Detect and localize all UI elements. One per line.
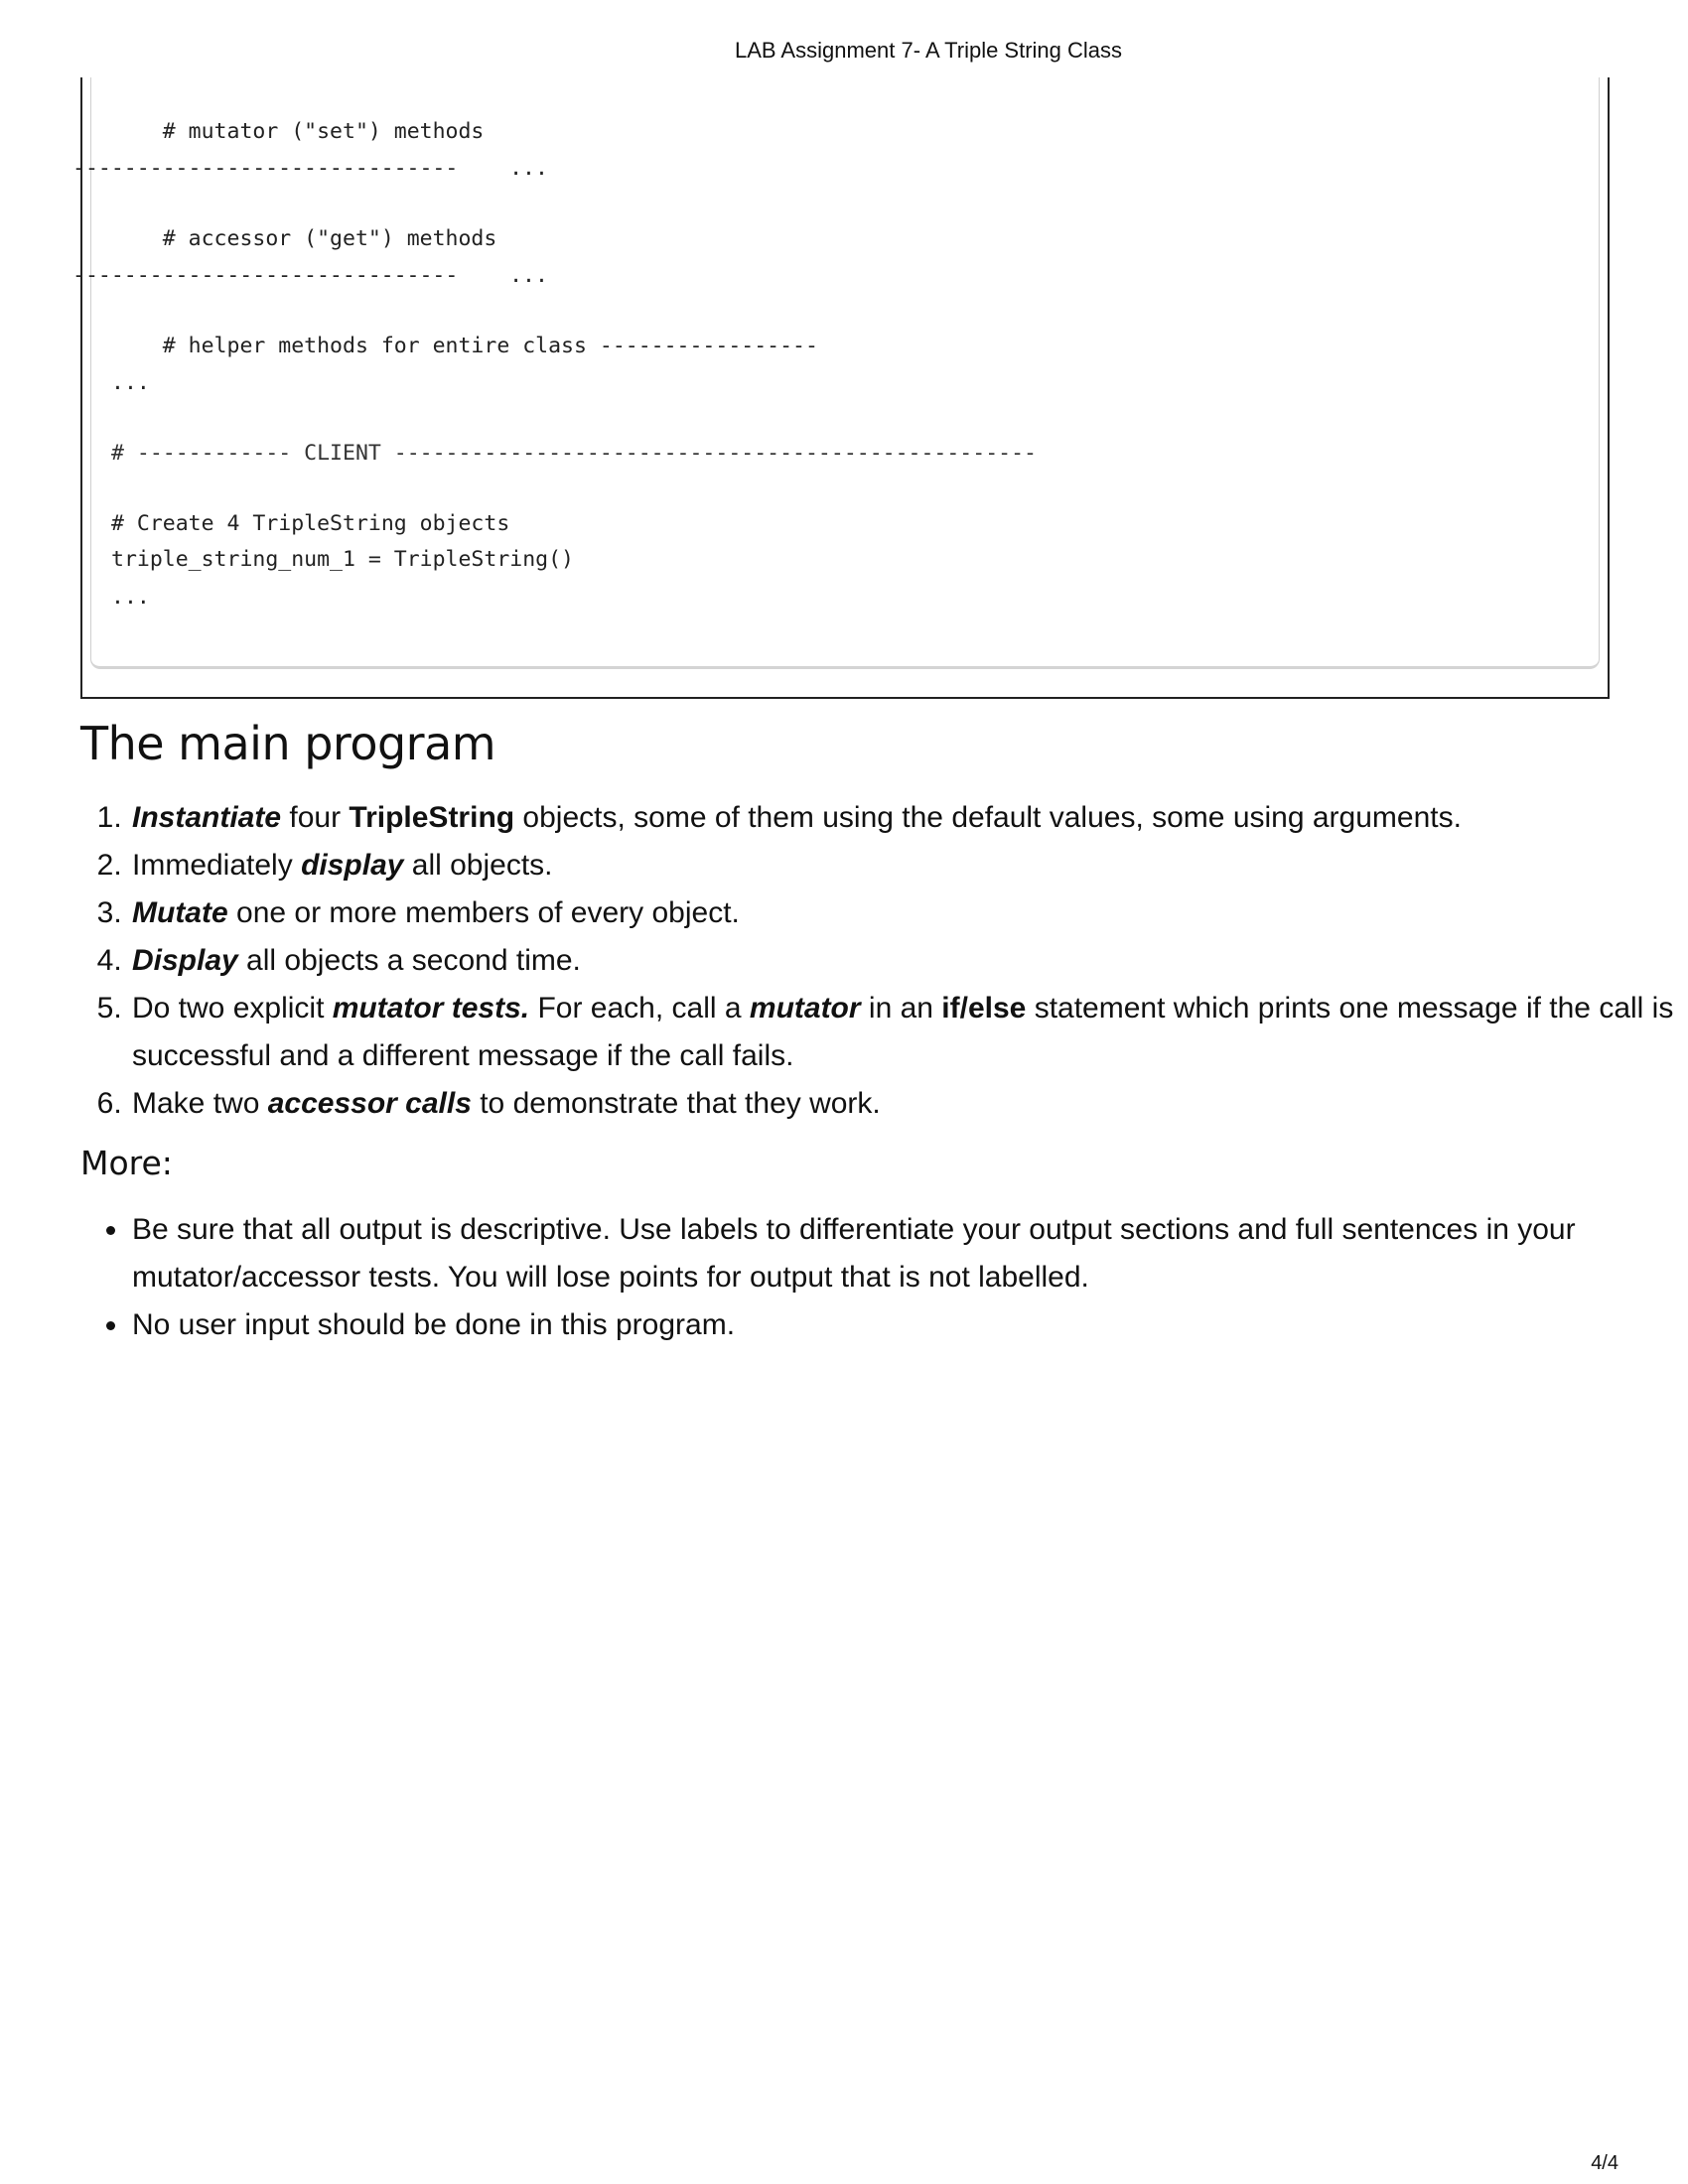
code-line: # Create 4 TripleString objects: [111, 511, 510, 536]
step-item: 6. Make two accessor calls to demonstrate that they work.: [130, 1080, 1679, 1128]
page-header: LAB Assignment 7- A Triple String Class: [734, 38, 1123, 63]
section-title-main-program: The main program: [80, 717, 496, 770]
step-item: 1. Instantiate four TripleString objects, some of them using the default values, some using arguments.: [130, 794, 1679, 842]
code-line: ...: [111, 585, 150, 610]
more-list: [80, 1206, 1679, 1349]
code-line: ------------------------------ ...: [72, 156, 548, 181]
code-line: # ------------ CLIENT --------------------------------------------------: [111, 441, 1037, 466]
list-item: • No user input should be done in this program.: [130, 1301, 1679, 1349]
code-line: ...: [111, 370, 150, 395]
section-title-more: More:: [80, 1144, 173, 1182]
step-item: 4. Display all objects a second time.: [130, 937, 1679, 985]
code-line: ------------------------------ ...: [72, 263, 548, 288]
code-line: # helper methods for entire class -----------------: [111, 334, 818, 358]
main-program-steps: [80, 794, 1679, 1128]
step-item: 2. Immediately display all objects.: [130, 842, 1679, 889]
step-item: 5. Do two explicit mutator tests. For each, call a mutator in an if/else statement which prints one message if the call is successful and a different message if the call fails.: [130, 985, 1679, 1080]
page-number: 4/4: [1591, 2152, 1618, 2174]
code-line: # accessor ("get") methods: [111, 226, 497, 251]
code-line: triple_string_num_1 = TripleString(): [111, 547, 574, 572]
step-item: 3. Mutate one or more members of every object.: [130, 889, 1679, 937]
code-line: # mutator ("set") methods: [111, 119, 485, 144]
list-item: • Be sure that all output is descriptive. Use labels to differentiate your output sections and full sentences in your mutator/accessor tests. You will lose points for output that is not labelled.: [130, 1206, 1679, 1301]
